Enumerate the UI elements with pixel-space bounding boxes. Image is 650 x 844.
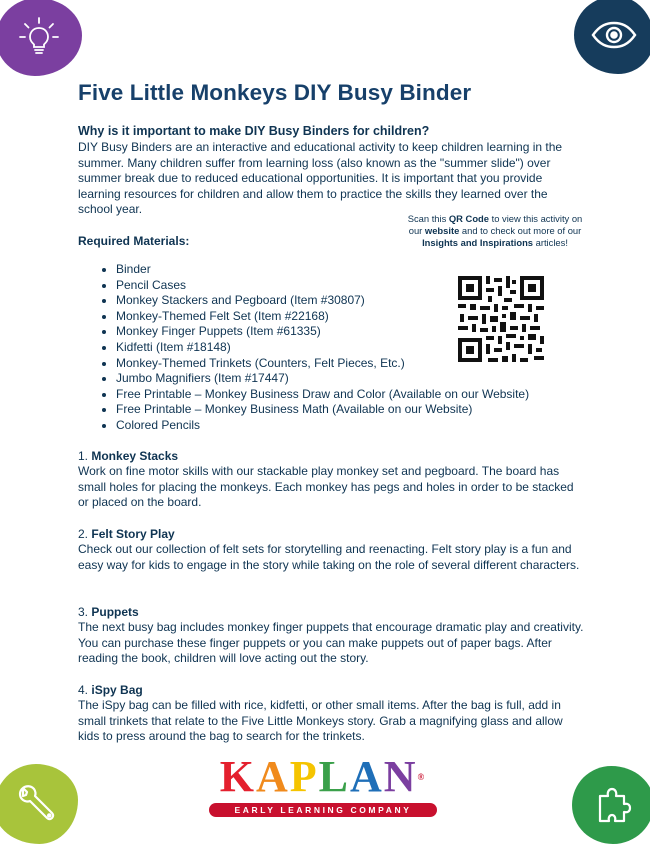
list-item: • Jumbo Magnifiers (Item #17447)	[116, 371, 529, 387]
insights-link[interactable]: Insights and Inspirations	[422, 237, 534, 248]
list-item: • Free Printable – Monkey Business Draw and Color (Available on our Website)	[116, 387, 529, 403]
eye-icon	[590, 20, 638, 50]
section-number: 4.	[78, 683, 89, 697]
qr-note	[400, 213, 590, 249]
website-link[interactable]: website	[424, 225, 460, 236]
section-title-felt-story-play	[78, 527, 175, 541]
logo-wordmark	[205, 752, 441, 801]
section-number: 3.	[78, 605, 89, 619]
list-item: • Pencil Cases	[116, 278, 529, 294]
section-title-puppets	[78, 605, 139, 619]
kaplan-logo[interactable]	[205, 752, 441, 817]
materials-heading: Required Materials:	[78, 234, 190, 248]
corner-badge-bottom-right	[572, 766, 650, 844]
section-body-monkey-stacks: Work on fine motor skills with our stackable play monkey set and pegboard. The board has small holes for placing the monkeys. Each monkey has pegs and holes in order to be stacked or placed on the board.	[78, 464, 574, 510]
section-title-ispy-bag	[78, 683, 143, 697]
registered-mark: ®	[417, 772, 427, 782]
section-title-text: Felt Story Play	[91, 527, 175, 541]
list-item: • Monkey Stackers and Pegboard (Item #30807)	[116, 293, 529, 309]
list-item: • Monkey Finger Puppets (Item #61335)	[116, 324, 529, 340]
intro-paragraph: DIY Busy Binders are an interactive and educational activity to keep children learning in the summer. Many children suffer from learning loss (also known as the "summer slide") over summer break due to reduced educational opportunities. It is important that you provide learning resources for children and allow them to practice the skills they learned over the school year.	[78, 140, 563, 217]
list-item: • Monkey-Themed Felt Set (Item #22168)	[116, 309, 529, 325]
section-title-text: iSpy Bag	[91, 683, 143, 697]
logo-letter: K	[219, 752, 256, 801]
intro-heading: Why is it important to make DIY Busy Binders for children?	[78, 124, 430, 138]
qr-note-qr-code: QR Code	[448, 213, 489, 224]
logo-letter: L	[318, 752, 350, 801]
lightbulb-icon	[16, 14, 62, 60]
materials-list	[98, 262, 529, 434]
logo-letter: N	[383, 752, 418, 801]
page-title: Five Little Monkeys DIY Busy Binder	[78, 80, 472, 105]
corner-badge-bottom-left	[0, 764, 78, 844]
corner-badge-top-right	[574, 0, 650, 74]
wrench-icon	[14, 782, 58, 826]
qr-note-text: and to check out more of our	[459, 225, 582, 236]
list-item: • Free Printable – Monkey Business Math (Available on our Website)	[116, 402, 529, 418]
section-body-puppets: The next busy bag includes monkey finger puppets that encourage dramatic play and creativity. You can purchase these finger puppets or you can make puppets out of paper bags. After reading the book, children will love acting out the story.	[78, 620, 584, 666]
puzzle-piece-icon	[592, 784, 634, 826]
section-title-monkey-stacks	[78, 449, 178, 463]
logo-letter: A	[255, 752, 290, 801]
list-item: • Kidfetti (Item #18148)	[116, 340, 529, 356]
logo-letter: A	[349, 752, 384, 801]
section-number: 1.	[78, 449, 89, 463]
section-title-text: Monkey Stacks	[91, 449, 179, 463]
list-item: • Binder	[116, 262, 529, 278]
section-title-text: Puppets	[91, 605, 139, 619]
logo-letter: P	[289, 752, 319, 801]
qr-note-text: articles!	[533, 237, 568, 248]
section-body-ispy-bag: The iSpy bag can be filled with rice, kidfetti, or other small items. After the bag is full, add in small trinkets that relate to the Five Little Monkeys story. Grab a magnifying glass and allow kids to press around the bag to search for the trinkets.	[78, 698, 563, 744]
qr-note-text: to view this activity on our	[408, 213, 583, 236]
corner-badge-top-left	[0, 0, 82, 76]
logo-tagline: EARLY LEARNING COMPANY	[209, 803, 437, 817]
section-body-felt-story-play: Check out our collection of felt sets for storytelling and reenacting. Felt story play is a fun and easy way for kids to engage in the story while taking on the role of several different characters.	[78, 542, 580, 572]
section-number: 2.	[78, 527, 89, 541]
list-item: • Monkey-Themed Trinkets (Counters, Felt Pieces, Etc.)	[116, 356, 529, 372]
list-item: • Colored Pencils	[116, 418, 529, 434]
qr-note-text: Scan this	[407, 213, 449, 224]
